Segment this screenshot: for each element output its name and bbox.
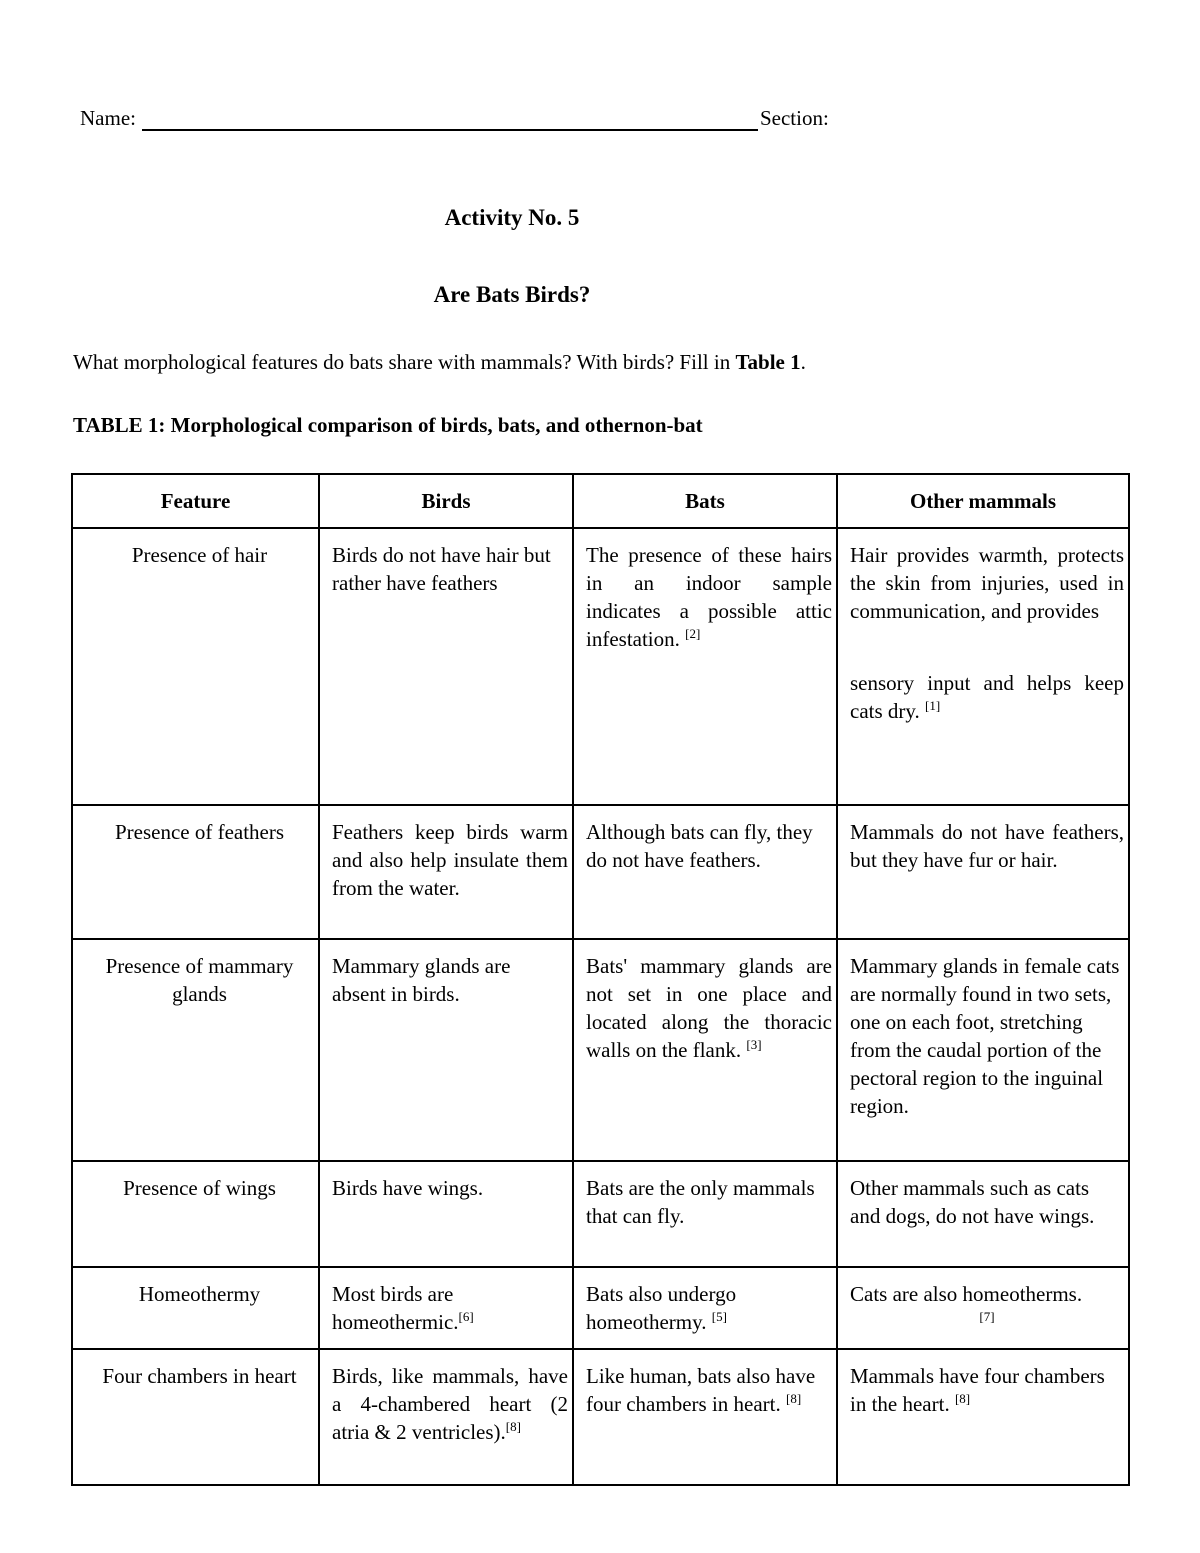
bats-cell: Although bats can fly, they do not have feathers. bbox=[573, 805, 837, 939]
feature-cell: Presence of feathers bbox=[72, 805, 319, 939]
name-label: Name: bbox=[80, 106, 136, 130]
activity-title: Activity No. 5 bbox=[444, 205, 580, 230]
bats-text: Like human, bats also have four chambers in heart. bbox=[586, 1364, 816, 1416]
citation: [1] bbox=[925, 698, 941, 713]
header-feature: Feature bbox=[72, 474, 319, 528]
other-text-2: sensory input and helps keep cats dry. bbox=[850, 671, 1124, 723]
other-mammals-cell: Mammary glands in female cats are normally found in two sets, one on each foot, stretching from the caudal portion of the pectoral region to the inguinal region. bbox=[837, 939, 1129, 1161]
header-bats: Bats bbox=[573, 474, 837, 528]
intro-main: What morphological features do bats share with mammals? With birds? Fill in bbox=[73, 350, 736, 374]
bats-text: Bats also undergo homeothermy. bbox=[586, 1282, 737, 1334]
birds-text: Most birds are homeothermic. bbox=[332, 1282, 459, 1334]
bats-cell bbox=[573, 1349, 837, 1485]
birds-cell: Feathers keep birds warm and also help insulate them from the water. bbox=[319, 805, 573, 939]
citation: [3] bbox=[746, 1037, 762, 1052]
bats-text: The presence of these hairs in an indoor sample indicates a possible attic infestation. bbox=[586, 543, 832, 651]
header-other-mammals: Other mammals bbox=[837, 474, 1129, 528]
bats-text: Bats' mammary glands are not set in one place and located along the thoracic walls on the flank. bbox=[586, 954, 832, 1062]
bats-cell bbox=[573, 939, 837, 1161]
comparison-table bbox=[71, 473, 1130, 1486]
table-row bbox=[72, 528, 1129, 805]
feature-cell: Homeothermy bbox=[72, 1267, 319, 1349]
bats-cell bbox=[573, 528, 837, 805]
name-blank[interactable] bbox=[142, 109, 758, 131]
table-row bbox=[72, 805, 1129, 939]
name-section-line bbox=[80, 106, 829, 131]
feature-cell: Presence of wings bbox=[72, 1161, 319, 1267]
table-row bbox=[72, 1349, 1129, 1485]
other-text: Cats are also homeotherms. bbox=[850, 1282, 1083, 1306]
citation: [8] bbox=[505, 1419, 521, 1434]
bats-cell: Bats are the only mammals that can fly. bbox=[573, 1161, 837, 1267]
activity-subtitle: Are Bats Birds? bbox=[433, 282, 591, 307]
table-header-row bbox=[72, 474, 1129, 528]
intro-text bbox=[73, 350, 806, 375]
feature-cell: Presence of mammary glands bbox=[72, 939, 319, 1161]
citation: [6] bbox=[458, 1309, 474, 1324]
birds-cell: Mammary glands are absent in birds. bbox=[319, 939, 573, 1161]
other-text: Hair provides warmth, protects the skin from injuries, used in communication, and provides bbox=[850, 543, 1124, 623]
birds-cell bbox=[319, 1349, 573, 1485]
header-birds: Birds bbox=[319, 474, 573, 528]
table-row bbox=[72, 939, 1129, 1161]
intro-end: . bbox=[800, 350, 806, 374]
citation: [5] bbox=[711, 1309, 727, 1324]
feature-cell: Presence of hair bbox=[72, 528, 319, 805]
intro-bold: Table 1 bbox=[735, 350, 801, 374]
other-mammals-cell: Mammals do not have feathers, but they have fur or hair. bbox=[837, 805, 1129, 939]
birds-cell: Birds have wings. bbox=[319, 1161, 573, 1267]
citation: [8] bbox=[954, 1391, 971, 1406]
other-mammals-cell bbox=[837, 1267, 1129, 1349]
other-mammals-cell: Other mammals such as cats and dogs, do not have wings. bbox=[837, 1161, 1129, 1267]
table-caption: TABLE 1: Morphological comparison of birds, bats, and othernon-bat bbox=[73, 413, 703, 437]
other-text: Mammals have four chambers in the heart. bbox=[850, 1364, 1105, 1416]
birds-cell: Birds do not have hair but rather have feathers bbox=[319, 528, 573, 805]
table-row bbox=[72, 1161, 1129, 1267]
table-row bbox=[72, 1267, 1129, 1349]
section-label: Section: bbox=[759, 106, 829, 130]
other-mammals-cell bbox=[837, 1349, 1129, 1485]
citation: [2] bbox=[685, 626, 701, 641]
citation: [7] bbox=[979, 1309, 995, 1324]
bats-cell bbox=[573, 1267, 837, 1349]
other-mammals-cell bbox=[837, 528, 1129, 805]
birds-cell bbox=[319, 1267, 573, 1349]
feature-cell: Four chambers in heart bbox=[72, 1349, 319, 1485]
citation: [8] bbox=[786, 1391, 802, 1406]
birds-text: Birds, like mammals, have a 4-chambered heart (2 atria & 2 ventricles). bbox=[332, 1364, 568, 1444]
